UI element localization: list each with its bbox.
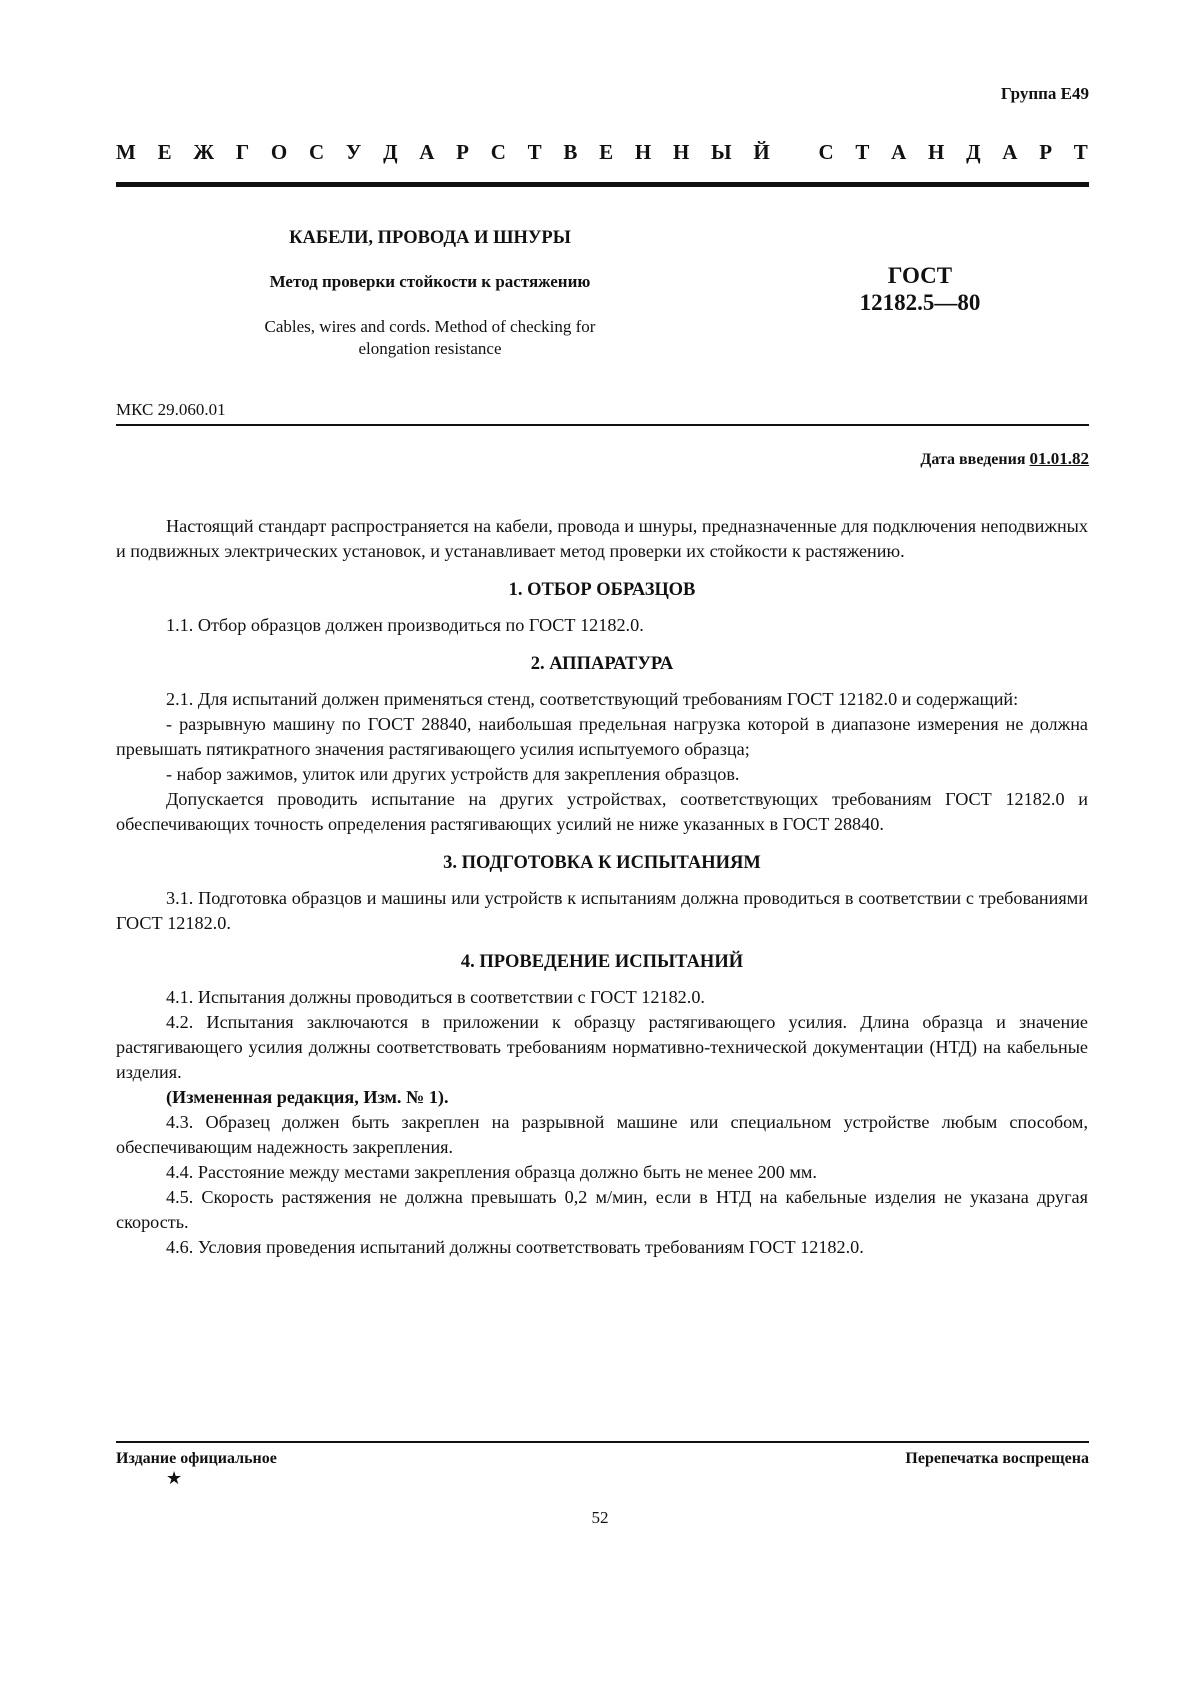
banner-letter: Е xyxy=(599,140,614,164)
clause-paragraph: 1.1. Отбор образцов должен производиться по ГОСТ 12182.0. xyxy=(166,615,644,635)
official-edition-label: Издание официальное xyxy=(116,1450,277,1467)
intro-paragraph: Настоящий стандарт распространяется на кабели, провода и шнуры, предназначенные для подключения неподвижных и подвижных электрических установок, и устанавливает метод проверки их стойкости к растяжению. xyxy=(116,516,1088,561)
banner-letter: Т xyxy=(855,140,870,164)
interstate-standard-banner xyxy=(116,140,1088,165)
clause-paragraph: 4.3. Образец должен быть закреплен на разрывной машине или специальном устройстве любым способом, обеспечивающим надежность закрепления. xyxy=(116,1112,1088,1157)
clause-paragraph: 4.6. Условия проведения испытаний должны соответствовать требованиям ГОСТ 12182.0. xyxy=(166,1237,864,1257)
banner-letter: Н xyxy=(928,140,945,164)
list-item: - набор зажимов, улиток или других устройств для закрепления образцов. xyxy=(166,764,740,784)
star-icon: ★ xyxy=(166,1468,183,1488)
section-heading: 2. АППАРАТУРА xyxy=(530,654,674,674)
section-heading: 3. ПОДГОТОВКА К ИСПЫТАНИЯМ xyxy=(443,853,761,873)
english-title xyxy=(200,316,660,360)
banner-letter: Г xyxy=(235,140,250,164)
banner-letter: У xyxy=(345,140,362,164)
gost-label: ГОСТ xyxy=(887,263,953,288)
banner-letter: Т xyxy=(527,140,542,164)
date-label: Дата введения xyxy=(920,451,1026,468)
section-heading: 1. ОТБОР ОБРАЗЦОВ xyxy=(508,580,696,600)
document-title: КАБЕЛИ, ПРОВОДА И ШНУРЫ xyxy=(289,228,571,248)
banner-letter: В xyxy=(563,140,578,164)
banner-letter: Ж xyxy=(193,140,215,164)
banner-letter: А xyxy=(891,140,907,164)
banner-letter: Н xyxy=(634,140,652,164)
banner-letter: Д xyxy=(383,140,398,164)
clause-paragraph: 2.1. Для испытаний должен применяться стенд, соответствующий требованиям ГОСТ 12182.0 и содержащий: xyxy=(166,689,1019,709)
clause-paragraph: 4.5. Скорость растяжения не должна превышать 0,2 м/мин, если в НТД на кабельные изделия не указана другая скорость. xyxy=(116,1187,1088,1232)
banner-letter: А xyxy=(1002,140,1018,164)
english-title-line: elongation resistance xyxy=(358,339,502,358)
banner-letter: А xyxy=(419,140,435,164)
mks-rule xyxy=(116,424,1089,426)
banner-letter: М xyxy=(116,140,136,164)
clause-paragraph: 3.1. Подготовка образцов и машины или устройств к испытаниям должна проводиться в соответствии с требованиями ГОСТ 12182.0. xyxy=(116,888,1088,933)
banner-letter: С xyxy=(818,140,834,164)
english-title-line: Cables, wires and cords. Method of checking for xyxy=(264,317,596,336)
date-value: 01.01.82 xyxy=(1029,449,1089,468)
section-heading: 4. ПРОВЕДЕНИЕ ИСПЫТАНИЙ xyxy=(460,952,744,972)
clause-paragraph: 4.2. Испытания заключаются в приложении к образцу растягивающего усилия. Длина образца и значение растягивающего усилия должны соответствовать требованиям нормативно-технической документации (НТД) на кабельные изделия. xyxy=(116,1012,1088,1082)
effective-date xyxy=(920,449,1089,469)
clause-paragraph: Допускается проводить испытание на других устройствах, соответствующих требованиям ГОСТ 12182.0 и обеспечивающих точность определения растягивающих усилий не ниже указанных в ГОСТ 28840. xyxy=(116,789,1088,834)
clause-paragraph: 4.1. Испытания должны проводиться в соответствии с ГОСТ 12182.0. xyxy=(166,987,705,1007)
document-body xyxy=(116,514,1088,1260)
banner-letter: Е xyxy=(157,140,172,164)
clause-paragraph: 4.4. Расстояние между местами закрепления образца должно быть не менее 200 мм. xyxy=(166,1162,817,1182)
header-rule xyxy=(116,182,1089,187)
banner-letter: Ы xyxy=(711,140,732,164)
banner-letter: Т xyxy=(1073,140,1088,164)
banner-letter: С xyxy=(309,140,325,164)
banner-gap xyxy=(791,140,796,165)
list-item: - разрывную машину по ГОСТ 28840, наибольшая предельная нагрузка которой в диапазоне измерения не должна превышать пятикратного значения растягивающего усилия испытуемого образца; xyxy=(116,714,1088,759)
banner-letter: Н xyxy=(672,140,690,164)
gost-number: 12182.5—80 xyxy=(859,290,981,315)
banner-letter: С xyxy=(490,140,506,164)
amendment-note: (Измененная редакция, Изм. № 1). xyxy=(166,1087,449,1107)
gost-designation xyxy=(820,262,1020,316)
footer-rule xyxy=(116,1441,1089,1443)
mks-code: МКС 29.060.01 xyxy=(116,400,226,419)
banner-letter: Й xyxy=(753,140,770,164)
group-code: Группа Е49 xyxy=(1000,84,1089,103)
banner-letter: Р xyxy=(1039,140,1053,164)
banner-letter: Р xyxy=(456,140,469,164)
banner-letter: О xyxy=(270,140,288,164)
page-number: 52 xyxy=(591,1508,609,1527)
reprint-prohibited-label: Перепечатка воспрещена xyxy=(905,1450,1089,1467)
document-subtitle: Метод проверки стойкости к растяжению xyxy=(269,272,591,291)
banner-letter: Д xyxy=(966,140,981,164)
